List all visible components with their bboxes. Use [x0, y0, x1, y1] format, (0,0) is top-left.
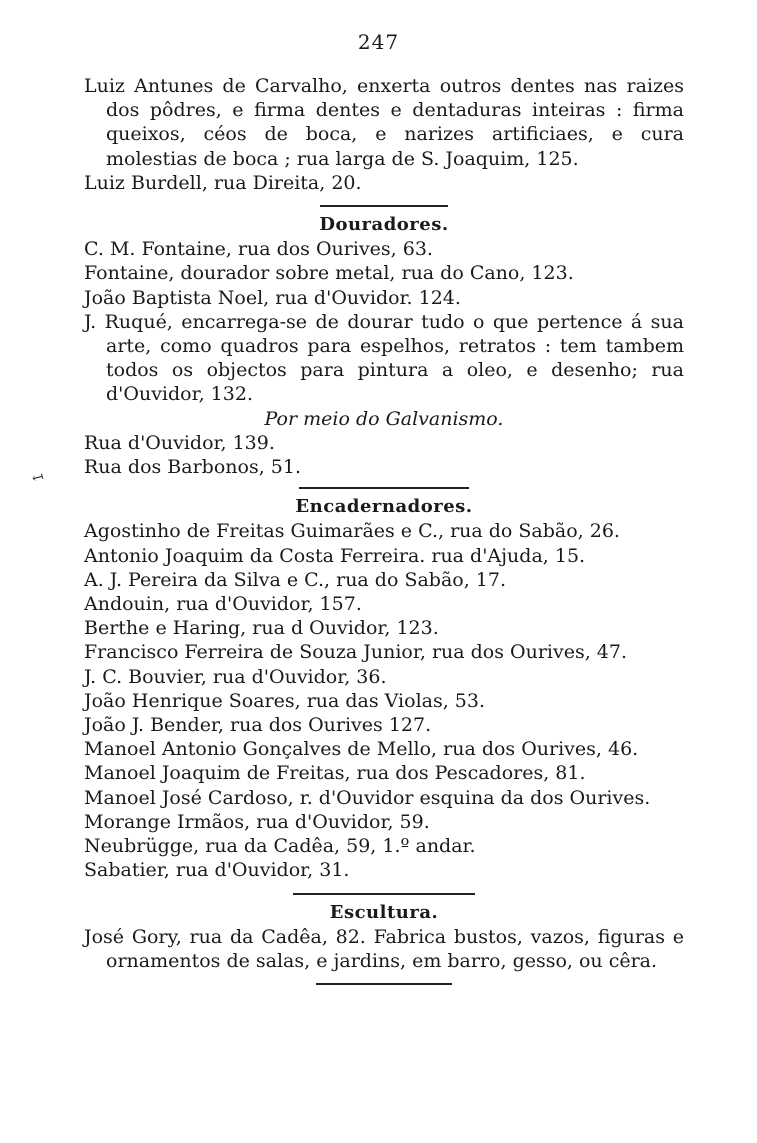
- page-content: [84, 74, 684, 985]
- list-item: João J. Bender, rua dos Ourives 127.: [84, 714, 432, 737]
- list-item: Agostinho de Freitas Guimarães e C., rua do Sabão, 26.: [84, 520, 620, 543]
- list-item: Andouin, rua d'Ouvidor, 157.: [84, 593, 362, 616]
- list-item: J. C. Bouvier, rua d'Ouvidor, 36.: [84, 665, 387, 688]
- list-item: João Henrique Soares, rua das Violas, 53.: [84, 689, 486, 712]
- section-divider: [299, 487, 469, 489]
- list-item: Francisco Ferreira de Souza Junior, rua dos Ourives, 47.: [84, 641, 628, 664]
- entry-j-ruque: J. Ruqué, encarrega-se de dourar tudo o que pertence á sua arte, como quadros para espelhos, retratos : tem tambem todos os objectos para pintura a oleo, e desenho; rua d'Ouvidor, 132.: [84, 310, 684, 406]
- entry-jose-gory: José Gory, rua da Cadêa, 82. Fabrica bustos, vazos, figuras e ornamentos de salas, e jardins, em barro, gesso, ou cêra.: [84, 925, 684, 972]
- list-item: Morange Irmãos, rua d'Ouvidor, 59.: [84, 810, 430, 833]
- list-item: Manoel Joaquim de Freitas, rua dos Pescadores, 81.: [84, 762, 586, 785]
- list-item: Antonio Joaquim da Costa Ferreira. rua d'Ajuda, 15.: [84, 544, 586, 567]
- entry-fontaine-cm: C. M. Fontaine, rua dos Ourives, 63.: [84, 238, 433, 261]
- section-heading-douradores: Douradores.: [319, 214, 449, 236]
- list-item: Sabatier, rua d'Ouvidor, 31.: [84, 859, 350, 882]
- entry-fontaine: Fontaine, dourador sobre metal, rua do Cano, 123.: [84, 262, 574, 285]
- section-divider: [320, 205, 448, 207]
- margin-mark: ↤: [30, 468, 46, 488]
- section-divider: [293, 893, 475, 895]
- list-item: Manoel Antonio Gonçalves de Mello, rua dos Ourives, 46.: [84, 738, 639, 761]
- list-item: Neubrügge, rua da Cadêa, 59, 1.º andar.: [84, 835, 476, 858]
- entry-rua-douvidor-139: Rua d'Ouvidor, 139.: [84, 431, 275, 454]
- page-number: 247: [357, 30, 400, 54]
- entry-luiz-antunes: Luiz Antunes de Carvalho, enxerta outros dentes nas raizes dos pôdres, e firma dentes e dentaduras inteiras : firma queixos, céos de boca, e narizes artificiaes, e cura molestias de boca ; rua larga de S. Joaquim, 125.: [84, 75, 684, 170]
- section-divider: [316, 983, 452, 985]
- list-item: Berthe e Haring, rua d Ouvidor, 123.: [84, 617, 439, 640]
- entry-rua-dos-barbonos: Rua dos Barbonos, 51.: [84, 456, 301, 479]
- section-heading-encadernadores: Encadernadores.: [295, 496, 473, 518]
- subheading-galvanismo: Por meio do Galvanismo.: [264, 407, 504, 430]
- section-heading-escultura: Escultura.: [329, 901, 439, 923]
- list-item: A. J. Pereira da Silva e C., rua do Sabão, 17.: [84, 568, 507, 591]
- entry-luiz-burdell: Luiz Burdell, rua Direita, 20.: [84, 171, 362, 194]
- entry-joao-baptista-noel: João Baptista Noel, rua d'Ouvidor. 124.: [84, 286, 461, 309]
- list-item: Manoel José Cardoso, r. d'Ouvidor esquina da dos Ourives.: [84, 786, 651, 809]
